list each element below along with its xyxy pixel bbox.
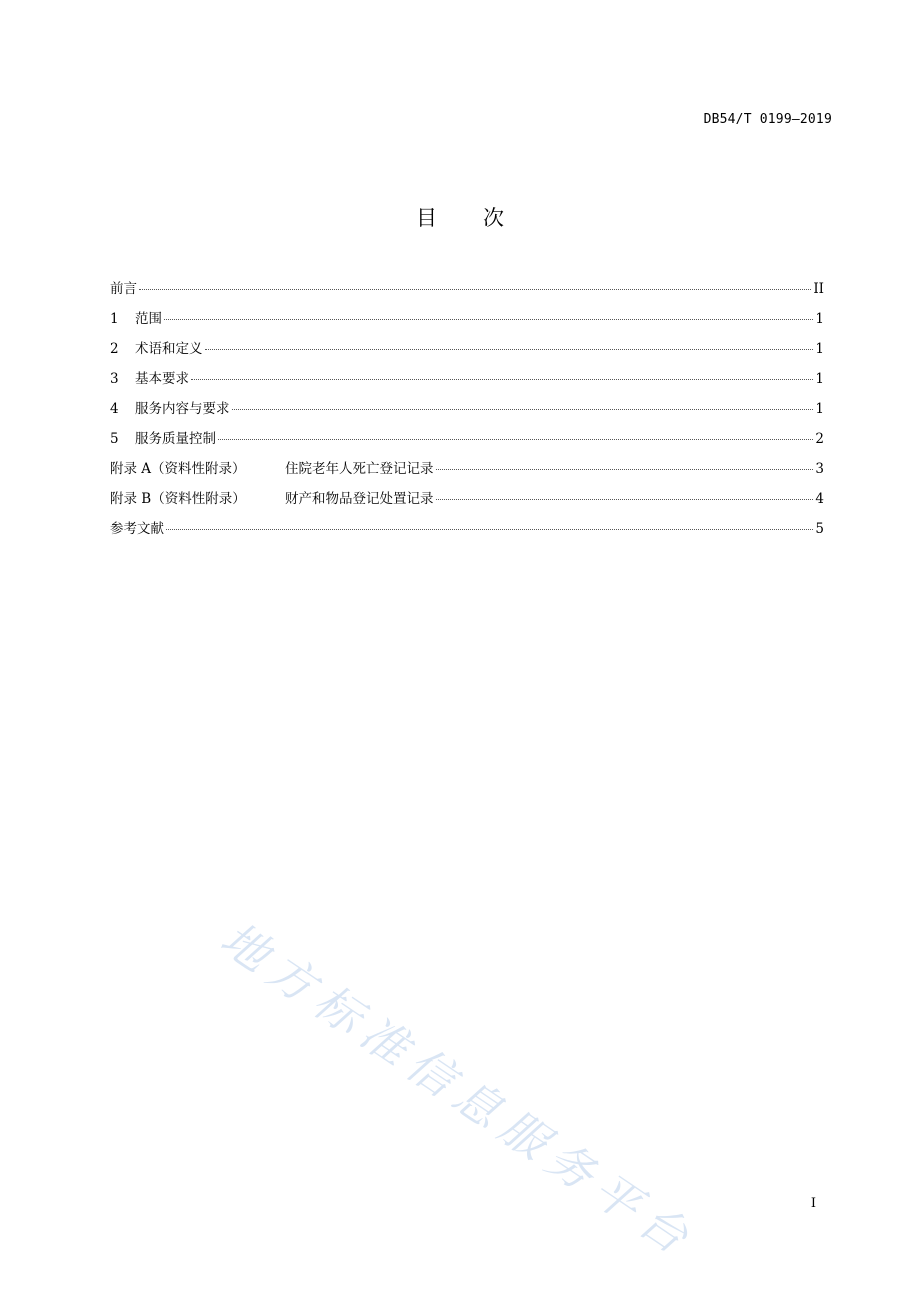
toc-entry-number: 5 — [110, 431, 119, 447]
toc-leader-dots — [232, 409, 814, 410]
toc-entry-label: 住院老年人死亡登记记录 — [285, 461, 434, 477]
toc-entry-page: 1 — [815, 341, 824, 357]
page-title — [0, 202, 920, 232]
table-of-contents — [110, 278, 824, 548]
toc-entry-scope[interactable] — [110, 308, 824, 338]
standard-code: DB54/T 0199—2019 — [703, 112, 832, 127]
toc-leader-dots — [205, 349, 814, 350]
toc-leader-dots — [166, 529, 813, 530]
toc-entry-terms[interactable] — [110, 338, 824, 368]
toc-leader-dots — [218, 439, 813, 440]
toc-entry-quality-control[interactable] — [110, 428, 824, 458]
toc-entry-number: 1 — [110, 311, 119, 327]
title-char-2: 次 — [483, 206, 504, 230]
toc-entry-service-content[interactable] — [110, 398, 824, 428]
toc-entry-page: 1 — [815, 311, 824, 327]
toc-entry-number: 3 — [110, 371, 119, 387]
toc-entry-references[interactable] — [110, 518, 824, 548]
toc-entry-label: 服务质量控制 — [135, 431, 216, 447]
toc-entry-appendix-b[interactable] — [110, 488, 824, 518]
toc-entry-foreword[interactable] — [110, 278, 824, 308]
toc-entry-page: 3 — [815, 461, 824, 477]
toc-entry-label: 范围 — [135, 311, 162, 327]
toc-leader-dots — [436, 469, 814, 470]
toc-entry-appendix-prefix: 附录 A（资料性附录） — [110, 461, 246, 477]
toc-entry-number: 4 — [110, 401, 119, 417]
toc-entry-appendix-a[interactable] — [110, 458, 824, 488]
toc-entry-label: 术语和定义 — [135, 341, 203, 357]
toc-entry-page: 1 — [815, 371, 824, 387]
toc-entry-label: 参考文献 — [110, 521, 164, 537]
toc-leader-dots — [139, 289, 811, 290]
toc-entry-page: 5 — [815, 521, 824, 537]
toc-entry-label: 基本要求 — [135, 371, 189, 387]
toc-entry-page: 1 — [815, 401, 824, 417]
toc-entry-number: 2 — [110, 341, 119, 357]
watermark-text: 地方标准信息服务平台 — [211, 911, 706, 1270]
toc-entry-appendix-prefix: 附录 B（资料性附录） — [110, 491, 246, 507]
toc-entry-page: II — [813, 281, 824, 297]
toc-leader-dots — [164, 319, 813, 320]
toc-entry-label: 财产和物品登记处置记录 — [285, 491, 434, 507]
toc-entry-label: 服务内容与要求 — [135, 401, 230, 417]
toc-leader-dots — [436, 499, 814, 500]
toc-entry-page: 4 — [815, 491, 824, 507]
toc-entry-page: 2 — [815, 431, 824, 447]
title-char-1: 目 — [416, 206, 437, 230]
toc-leader-dots — [191, 379, 813, 380]
toc-entry-label: 前言 — [110, 281, 137, 297]
toc-entry-basic-requirements[interactable] — [110, 368, 824, 398]
page-number: I — [810, 1196, 816, 1211]
